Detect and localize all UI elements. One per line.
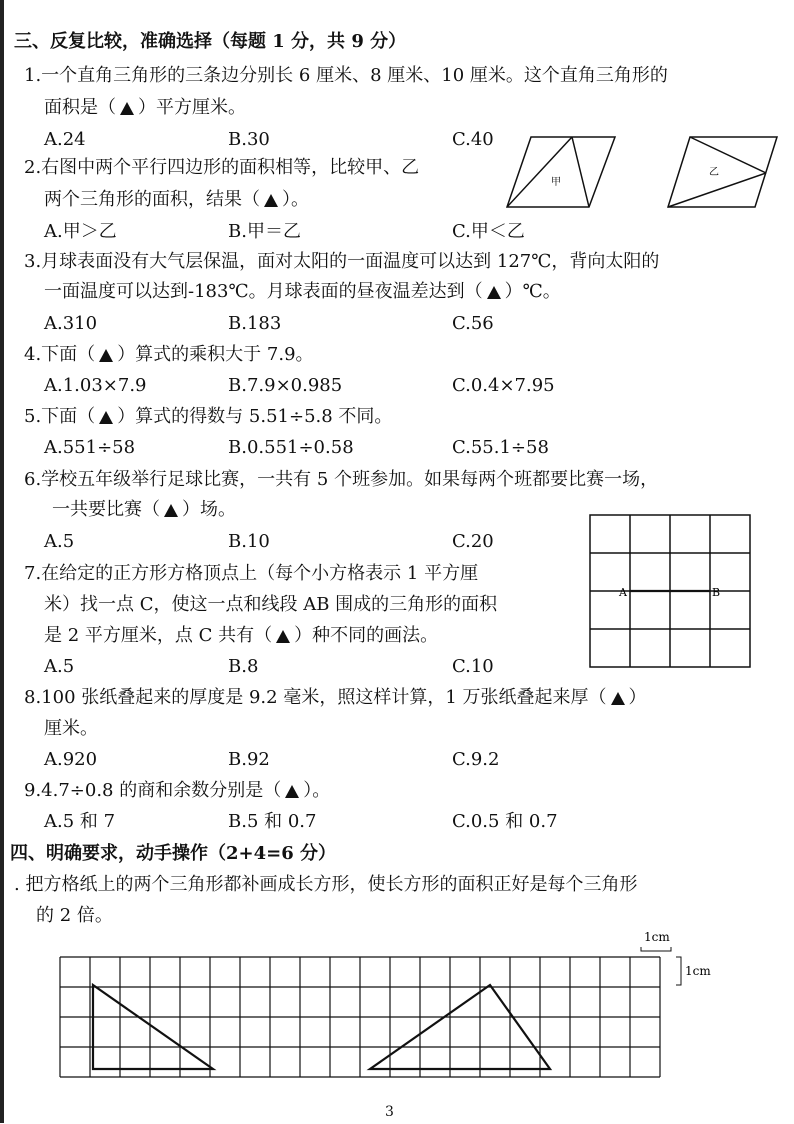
q4-option-b: B.7.9×0.985 — [228, 375, 343, 396]
q7-line2: 米）找一点 C，使这一点和线段 AB 围成的三角形的面积 — [44, 594, 498, 615]
s4-q1-line2: 的 2 倍。 — [36, 905, 113, 926]
q6-option-c: C.20 — [452, 531, 494, 552]
q3-option-b: B.183 — [228, 313, 282, 334]
q2-line2: 两个三角形的面积，结果（ ）。 — [44, 189, 309, 210]
q2-option-a: A.甲＞乙 — [44, 221, 117, 242]
label-yi: 乙 — [709, 167, 719, 178]
q5-option-c: C.55.1÷58 — [452, 437, 549, 458]
left-margin-line — [0, 0, 4, 1123]
section3-title: 三、反复比较，准确选择（每题 1 分，共 9 分） — [14, 31, 407, 52]
answer-blank-triangle-icon — [99, 349, 113, 362]
q8-line1: 8.100 张纸叠起来的厚度是 9.2 毫米，照这样计算，1 万张纸叠起来厚（ ） — [24, 687, 647, 708]
answer-blank-triangle-icon — [120, 102, 134, 115]
triangle-right — [370, 985, 550, 1069]
q3-line2: 一面温度可以达到-183℃。月球表面的昼夜温差达到（ ）℃。 — [44, 281, 561, 302]
q5-option-a: A.551÷58 — [44, 437, 136, 458]
triangle-left — [93, 985, 213, 1069]
q7-option-a: A.5 — [44, 656, 75, 677]
q8-option-c: C.9.2 — [452, 749, 500, 770]
point-b-label: B — [712, 586, 721, 599]
q1-line2: 面积是（ ）平方厘米。 — [44, 97, 246, 118]
q8-option-b: B.92 — [228, 749, 270, 770]
q3-option-c: C.56 — [452, 313, 494, 334]
section4-title: 四、明确要求，动手操作（2+4=6 分） — [10, 843, 337, 864]
q5-line1: 5.下面（ ）算式的得数与 5.51÷5.8 不同。 — [24, 406, 393, 427]
answer-blank-triangle-icon — [99, 411, 113, 424]
q1-line1: 1.一个直角三角形的三条边分别长 6 厘米、8 厘米、10 厘米。这个直角三角形的 — [24, 65, 668, 86]
answer-blank-triangle-icon — [487, 286, 501, 299]
q8-option-a: A.920 — [44, 749, 98, 770]
q6-option-b: B.10 — [228, 531, 270, 552]
q1-option-b: B.30 — [228, 129, 270, 150]
s4-q1-line1: . 把方格纸上的两个三角形都补画成长方形，使长方形的面积正好是每个三角形 — [14, 874, 638, 895]
q4-line1: 4.下面（ ）算式的乘积大于 7.9。 — [24, 344, 314, 365]
unit-bracket-vertical — [676, 957, 681, 985]
answer-blank-triangle-icon — [285, 785, 299, 798]
q4-option-a: A.1.03×7.9 — [44, 375, 147, 396]
answer-blank-triangle-icon — [276, 630, 290, 643]
unit-bracket-horizontal — [641, 947, 671, 951]
label-jia: 甲 — [551, 177, 561, 188]
answer-blank-triangle-icon — [611, 692, 625, 705]
parallelogram-figures — [505, 135, 785, 213]
q2-option-c: C.甲＜乙 — [452, 221, 525, 242]
q7-line1: 7.在给定的正方形方格顶点上（每个小方格表示 1 平方厘 — [24, 563, 479, 584]
q1-option-c: C.40 — [452, 129, 494, 150]
q2-option-b: B.甲＝乙 — [228, 221, 301, 242]
answer-blank-triangle-icon — [164, 504, 178, 517]
q9-line1: 9.4.7÷0.8 的商和余数分别是（ ）。 — [24, 780, 331, 801]
q9-option-b: B.5 和 0.7 — [228, 811, 317, 832]
square-grid-figure — [588, 513, 754, 671]
q9-option-a: A.5 和 7 — [44, 811, 116, 832]
drawing-grid — [56, 925, 726, 1095]
answer-blank-triangle-icon — [264, 194, 278, 207]
parallelogram-jia — [507, 137, 615, 207]
q2-line1: 2.右图中两个平行四边形的面积相等，比较甲、乙 — [24, 157, 420, 178]
q7-line3: 是 2 平方厘米，点 C 共有（ ）种不同的画法。 — [44, 625, 439, 646]
q6-line2: 一共要比赛（ ）场。 — [52, 499, 236, 520]
q7-option-c: C.10 — [452, 656, 494, 677]
q6-option-a: A.5 — [44, 531, 75, 552]
unit-label-horizontal: 1cm — [644, 930, 670, 944]
unit-label-vertical: 1cm — [685, 964, 711, 978]
point-a-label: A — [619, 586, 627, 599]
q7-option-b: B.8 — [228, 656, 259, 677]
q6-line1: 6.学校五年级举行足球比赛，一共有 5 个班参加。如果每两个班都要比赛一场， — [24, 469, 659, 490]
q5-option-b: B.0.551÷0.58 — [228, 437, 354, 458]
q9-option-c: C.0.5 和 0.7 — [452, 811, 558, 832]
q1-option-a: A.24 — [44, 129, 86, 150]
parallelogram-yi — [668, 137, 777, 207]
q3-line1: 3.月球表面没有大气层保温，面对太阳的一面温度可以达到 127℃，背向太阳的 — [24, 251, 660, 272]
q4-option-c: C.0.4×7.95 — [452, 375, 555, 396]
q8-line2: 厘米。 — [44, 718, 98, 739]
q3-option-a: A.310 — [44, 313, 98, 334]
page-number: 3 — [385, 1104, 394, 1120]
